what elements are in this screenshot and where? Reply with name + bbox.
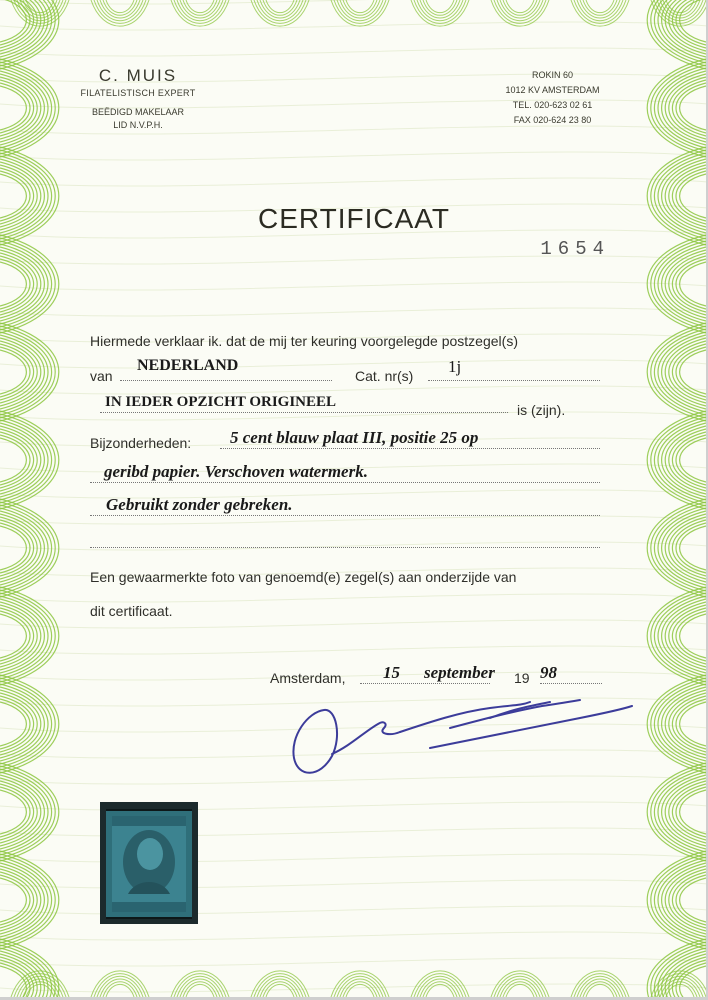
left-scallop [0,59,59,157]
issuer-role-1: BEËDIGD MAKELAAR [91,107,185,117]
place-label: Amsterdam, [270,670,346,686]
left-scallop [0,675,59,773]
left-scallop [0,411,59,509]
catalog-number: 1j [448,357,462,376]
address-tel: TEL. 020-623 02 61 [512,100,593,110]
cat-label: Cat. nr(s) [355,368,414,384]
address-block [480,68,625,128]
right-scallop [647,587,706,685]
left-scallop [0,763,59,861]
signature-icon [280,688,640,788]
left-scallop [0,235,59,333]
issuer-name: C. MUIS [98,66,178,85]
photo-note-1: Een gewaarmerkte foto van genoemd(e) zegel(s) aan onderzijde van [90,569,517,585]
address-city: 1012 KV AMSTERDAM [505,85,600,95]
issuer-role-2: LID N.V.P.H. [113,120,163,130]
left-scallop [0,587,59,685]
left-scallop [0,851,59,949]
date-year: 98 [540,663,557,682]
date-day: 15 [383,663,400,682]
date-century: 19 [514,670,530,686]
certificate-number: 1654 [540,238,610,260]
van-label: van [90,368,113,384]
postage-stamp-photo-icon [100,802,198,924]
details-line-2: geribd papier. Verschoven watermerk. [104,462,368,481]
photo-note-2: dit certificaat. [90,603,173,619]
right-scallop [647,59,706,157]
address-fax: FAX 020-624 23 80 [513,115,592,125]
verdict-suffix: is (zijn). [517,402,566,418]
certificate-title: CERTIFICAAT [258,203,450,234]
address-street: ROKIN 60 [531,70,573,80]
right-scallop [647,851,706,949]
right-scallop [647,323,706,421]
intro-text: Hiermede verklaar ik. dat de mij ter keuring voorgelegde postzegel(s) [90,333,518,349]
right-scallop [647,499,706,597]
issuer-title: FILATELISTISCH EXPERT [80,88,196,98]
year-dotline [540,683,602,684]
details-line-3: Gebruikt zonder gebreken. [106,495,293,514]
date-dotline [360,683,490,684]
details-dotline-1 [220,448,600,449]
right-scallop [647,235,706,333]
left-scallop [0,499,59,597]
details-line-1: 5 cent blauw plaat III, positie 25 op [230,428,479,447]
left-scallop [0,323,59,421]
right-scallop [647,675,706,773]
verdict-value: IN IEDER OPZICHT ORIGINEEL [105,394,337,410]
verdict-dotline [100,412,508,413]
details-dotline-2 [90,482,600,483]
details-dotline-3 [90,515,600,516]
right-scallop [647,411,706,509]
van-dotline [120,380,332,381]
details-dotline-4 [90,547,600,548]
date-month: september [424,663,495,682]
issuer-block [58,66,218,132]
cat-dotline [428,380,600,381]
details-label: Bijzonderheden: [90,435,192,451]
country-value: NEDERLAND [137,357,239,374]
